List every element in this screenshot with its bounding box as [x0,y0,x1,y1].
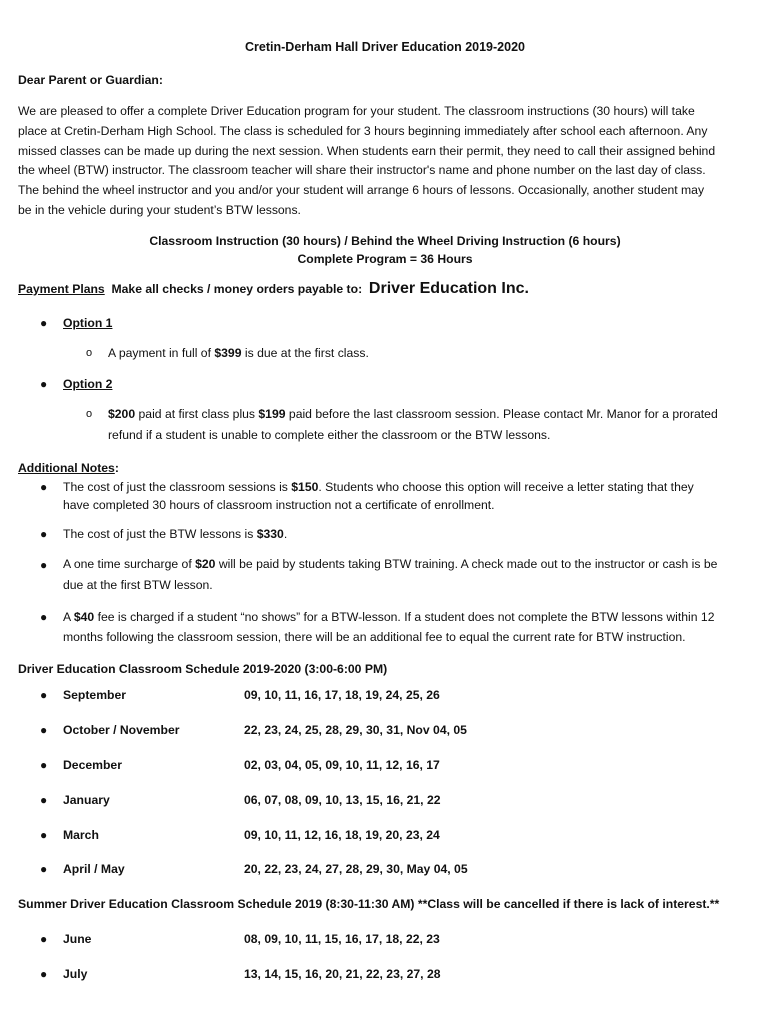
note4-amount: $40 [73,610,95,624]
summer-dates: 13, 14, 15, 16, 20, 21, 22, 23, 27, 28 [244,967,441,981]
note4-text [63,610,714,624]
circle-bullet-icon: o [86,408,93,420]
notes-colon: : [114,461,119,475]
summer-month: June [63,932,92,946]
bullet-icon: ● [40,480,48,494]
summer-dates: 08, 09, 10, 11, 15, 16, 17, 18, 22, 23 [244,932,440,946]
note1-line2: have completed 30 hours of classroom instruction not a certificate of enrollment. [63,498,495,512]
schedule-heading: Driver Education Classroom Schedule 2019-2020 (3:00-6:00 PM) [18,662,388,676]
schedule-dates: 20, 22, 23, 24, 27, 28, 29, 30, May 04, 05 [244,862,468,876]
option1-post: is due at the first class. [241,346,369,360]
bullet-icon: ● [40,862,48,876]
note3-pre: A one time surcharge of [63,557,196,571]
bullet-icon: ● [40,932,48,946]
note1-amount: $150 [291,480,319,494]
note3-amount: $20 [195,557,216,571]
greeting: Dear Parent or Guardian: [18,73,163,87]
program-total: Complete Program = 36 Hours [297,252,473,266]
intro-line: We are pleased to offer a complete Driver Education program for your student. The classroom instructions (30 hours) will take [18,104,695,118]
page-title: Cretin-Derham Hall Driver Education 2019-2020 [245,40,525,54]
note1-pre: The cost of just the classroom sessions is [63,480,292,494]
option1-amount: $399 [214,346,242,360]
summer-heading: Summer Driver Education Classroom Schedule 2019 (8:30-11:30 AM) **Class will be cancelled if there is lack of interest.** [18,897,720,911]
note3-line2: due at the first BTW lesson. [63,578,213,592]
note2-text [63,527,287,541]
bullet-icon: ● [40,558,48,572]
schedule-dates: 22, 23, 24, 25, 28, 29, 30, 31, Nov 04, 05 [244,723,467,737]
option2-line2: refund if a student is unable to complete either the classroom or the BTW lessons. [108,428,551,442]
bullet-icon: ● [40,723,48,737]
schedule-month: January [63,793,110,807]
note4-pre: A [63,610,74,624]
option2-post: paid before the last classroom session. Please contact Mr. Manor for a prorated [285,407,718,421]
bullet-icon: ● [40,758,48,772]
payee-name: Driver Education Inc. [368,280,529,297]
option1-text [108,346,369,360]
note2-amount: $330 [256,527,284,541]
schedule-dates: 09, 10, 11, 12, 16, 18, 19, 20, 23, 24 [244,828,440,842]
option2-text [108,407,718,421]
option2-mid: paid at first class plus [135,407,259,421]
option2-amount2: $199 [258,407,286,421]
note1-post: . Students who choose this option will receive a letter stating that they [318,480,694,494]
bullet-icon: ● [40,316,48,330]
bullet-icon: ● [40,610,48,624]
schedule-dates: 02, 03, 04, 05, 09, 10, 11, 12, 16, 17 [244,758,440,772]
note4-line2: months following the classroom session, there will be an additional fee to equal the current rate for BTW instruction. [63,630,686,644]
note3-text [63,557,717,571]
summer-month: July [63,967,88,981]
schedule-month: April / May [63,862,125,876]
option1-label: Option 1 [63,316,113,330]
schedule-month: October / November [63,723,180,737]
option2-amount1: $200 [108,407,136,421]
note1-text [63,480,694,494]
option2-label: Option 2 [63,377,113,391]
intro-line: The behind the wheel instructor and you and/or your student will arrange 6 hours of lessons. Occasionally, another student may [18,183,705,198]
intro-line: the wheel (BTW) instructor. The classroom teacher will share their instructor's name and phone number on the last day of class. [18,163,706,178]
circle-bullet-icon: o [86,347,93,359]
note4-post: fee is charged if a student “no shows” for a BTW-lesson. If a student does not complete the BTW lessons within 12 [94,610,715,624]
note2-pre: The cost of just the BTW lessons is [63,527,257,541]
bullet-icon: ● [40,967,48,981]
schedule-month: December [63,758,122,772]
intro-line: be in the vehicle during your student’s BTW lessons. [18,202,301,217]
payment-plans-label: Payment Plans [18,282,105,296]
note2-post: . [283,527,288,541]
note3-post: will be paid by students taking BTW training. A check made out to the instructor or cash is be [215,557,718,571]
notes-label: Additional Notes [18,461,115,475]
program-summary: Classroom Instruction (30 hours) / Behind the Wheel Driving Instruction (6 hours) [149,234,621,248]
bullet-icon: ● [40,527,48,541]
notes-heading [18,461,119,475]
schedule-dates: 09, 10, 11, 16, 17, 18, 19, 24, 25, 26 [244,688,440,702]
bullet-icon: ● [40,377,48,391]
option1-pre: A payment in full of [108,346,215,360]
bullet-icon: ● [40,688,48,702]
bullet-icon: ● [40,828,48,842]
schedule-month: March [63,828,99,842]
payment-instruction: Make all checks / money orders payable to: [111,282,363,296]
schedule-dates: 06, 07, 08, 09, 10, 13, 15, 16, 21, 22 [244,793,441,807]
schedule-month: September [63,688,126,702]
intro-line: missed classes can be made up during the next session. When students earn their permit, they need to call their assigned behind [18,143,716,158]
intro-line: place at Cretin-Derham High School. The class is scheduled for 3 hours beginning immediately after school each afternoon. Any [18,123,708,138]
bullet-icon: ● [40,793,48,807]
intro-paragraph [18,102,753,221]
payment-plans-line [18,280,529,298]
